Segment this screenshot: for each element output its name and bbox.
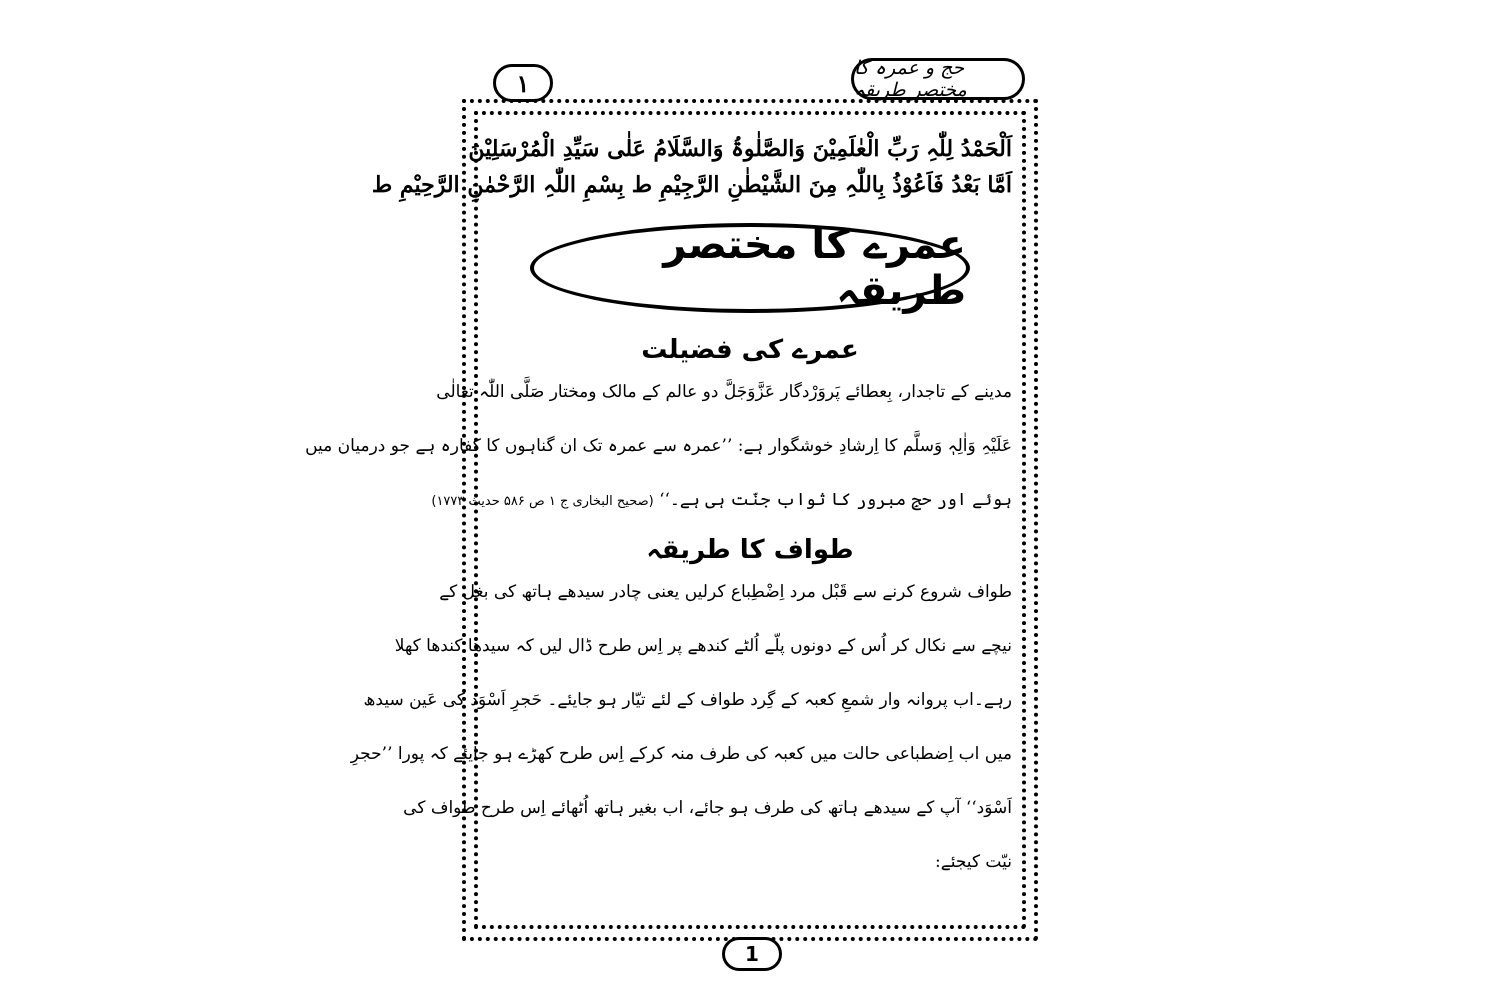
section-heading-umrah-virtue: عمرے کی فضیلت	[641, 335, 859, 365]
paragraph-line: طواف شروع کرنے سے قَبْل مرد اِضْطِباع کرلیں یعنی چادر سیدھے ہاتھ کی بغل کے	[439, 582, 1012, 602]
paragraph-line	[431, 473, 1012, 529]
hadith-reference: (صحیح البخاری ج ۱ ص ۵۸۶ حدیث ۱۷۷۳)	[431, 494, 654, 509]
main-title: عمرے کا مختصر طریقہ	[663, 222, 966, 314]
bismillah-line-2: اَمَّا بَعْدُ فَاَعُوْذُ بِاللّٰہِ مِنَ الشَّیْطٰنِ الرَّجِیْمِ ط بِسْمِ اللّٰہِ الرَّحْمٰنِ الرَّحِیْمِ ط	[371, 172, 1012, 198]
paragraph-line: مدینے کے تاجدار، بِعطائے پَروَرْدگار عَزَّوَجَلَّ دو عالم کے مالک ومختار صَلَّی اللّٰہ تعالٰی	[436, 382, 1012, 402]
running-header-title: حج و عمرہ کا مختصر طریقہ	[851, 58, 1025, 100]
page-number-bottom: 1	[722, 937, 782, 971]
page-content	[305, 115, 1022, 925]
main-title-wrapper	[488, 223, 1012, 313]
paragraph-line: نیّت کیجئے:	[935, 852, 1012, 872]
paragraph-line: اَسْوَد‘‘ آپ کے سیدھے ہاتھ کی طرف ہو جائے، اب بغیر ہاتھ اُٹھائے اِس طرح طواف کی	[403, 798, 1012, 818]
bismillah-line-1: اَلْحَمْدُ لِلّٰہِ رَبِّ الْعٰلَمِیْنَ وَالصَّلٰوۃُ وَالسَّلَامُ عَلٰی سَیِّدِ الْمُرْسَلِیْنَ	[468, 136, 1012, 162]
main-title-oval	[530, 223, 970, 313]
page-number-top: ١	[493, 64, 553, 102]
page-border-inner	[305, 111, 1026, 929]
paragraph-line: رہے۔اب پروانہ وار شمعِ کعبہ کے گِرد طواف کے لئے تیّار ہو جایئے۔ حَجرِ اَسْوَد کی عَین سیدھ	[363, 690, 1012, 710]
page-border-outer	[305, 99, 1038, 941]
paragraph-line: نیچے سے نکال کر اُس کے دونوں پلّے اُلٹے کندھے پر اِس طرح ڈال لیں کہ سیدھا کندھا کھلا	[394, 636, 1012, 656]
paragraph-tawaf-method	[350, 565, 1012, 889]
paragraph-line-text: ہوئے اور حجِ مبرور کا ثواب جنّت ہی ہے۔‘‘	[659, 490, 1012, 510]
paragraph-line: عَلَیْہِ وَاٰلِہٖ وَسلَّم کا اِرشادِ خوشگوار ہے: ’’عمرہ سے عمرہ تک ان گناہوں کا کفارہ ہے جو درمیان میں	[305, 436, 1012, 456]
section-heading-tawaf-method: طواف کا طریقہ	[646, 535, 854, 565]
paragraph-umrah-virtue	[305, 365, 1012, 529]
paragraph-line: میں اب اِضطباعی حالت میں کعبہ کی طرف منہ کرکے اِس طرح کھڑے ہو جایئے کہ پورا ’’حجرِ	[350, 744, 1012, 764]
